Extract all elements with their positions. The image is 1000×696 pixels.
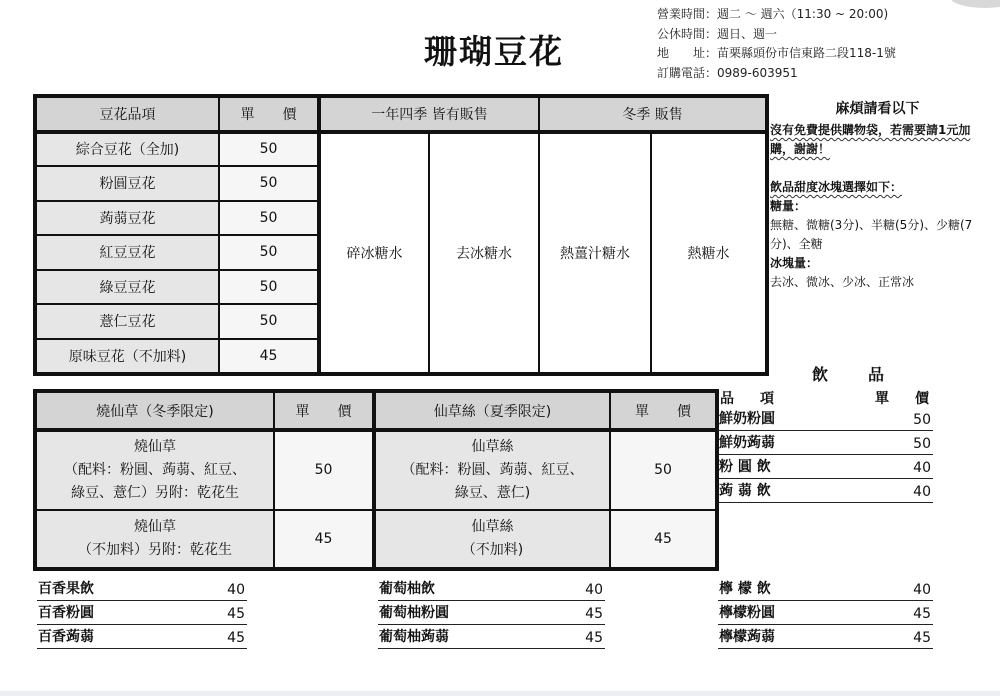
closed-days: [657, 25, 896, 45]
passion-fruit-drinks-list: [37, 577, 247, 649]
header-price: 單 價: [219, 97, 319, 132]
tofu-pudding-table: [35, 96, 767, 374]
item-name: 粉圓豆花: [36, 166, 219, 201]
drink-name: 百香粉圓: [38, 605, 94, 621]
item-desc: 綠豆、薏仁): [454, 485, 531, 501]
drink-price: 40: [913, 582, 931, 598]
notice-panel: [770, 100, 985, 292]
list-item: [718, 625, 933, 649]
info-value: 0989-603951: [717, 65, 798, 80]
item-price: 50: [219, 132, 319, 167]
syrup-crushed-ice: 碎冰糖水: [319, 132, 429, 374]
drink-price: 40: [227, 582, 245, 598]
drink-name: 鮮奶粉圓: [719, 411, 775, 427]
header-grass-jelly-strips: 仙草絲（夏季限定): [374, 392, 610, 430]
corner-decoration: [950, 0, 1000, 8]
list-item: [718, 601, 933, 625]
drinks-col-price: 單價: [875, 391, 955, 407]
drink-price: 45: [227, 606, 245, 622]
item-price: 50: [219, 166, 319, 201]
table-header-row: [36, 392, 716, 430]
drink-name: 百香果飲: [38, 581, 94, 597]
list-item: [718, 577, 933, 601]
drink-price: 40: [585, 582, 603, 598]
item-name: 綜合豆花（全加): [36, 132, 219, 167]
item-name: [36, 510, 274, 568]
drink-name: 葡萄柚粉圓: [379, 605, 449, 621]
notice-title: 麻煩請看以下: [835, 101, 920, 117]
item-desc: （配料：粉圓、蒟蒻、紅豆、: [401, 462, 584, 478]
drink-name: 蒟 蒻 飲: [719, 483, 771, 499]
business-hours: [657, 5, 896, 25]
shop-title: 珊瑚豆花: [424, 32, 564, 71]
info-label: 地 址：: [657, 46, 718, 60]
table-row: [36, 132, 766, 167]
item-price: 50: [219, 235, 319, 270]
phone: [657, 64, 896, 84]
info-value: 苗栗縣頭份市信東路二段118-1號: [717, 46, 896, 60]
syrup-hot: 熱糖水: [651, 132, 766, 374]
drink-price: 50: [913, 436, 931, 452]
header-price: 單 價: [610, 392, 716, 430]
item-name: 薏仁豆花: [36, 304, 219, 339]
list-item: [718, 407, 933, 431]
sweetness-title: 飲品甜度冰塊選擇如下：: [770, 180, 903, 194]
item-price: 50: [219, 201, 319, 236]
grass-jelly-table: [35, 391, 717, 569]
list-item: [378, 625, 605, 649]
sugar-label: 糖量：: [770, 199, 807, 213]
info-label: 公休時間：: [657, 26, 718, 41]
item-title: 仙草絲: [471, 439, 514, 455]
item-price: 50: [219, 304, 319, 339]
item-desc: （不加料）另附：乾花生: [78, 542, 232, 558]
item-name: 蒟蒻豆花: [36, 201, 219, 236]
milk-drinks-list: [718, 407, 933, 503]
syrup-no-ice: 去冰糖水: [429, 132, 539, 374]
drink-price: 40: [913, 460, 931, 476]
table-row: [36, 510, 716, 568]
header-winter: 冬季 販售: [539, 97, 766, 132]
drink-price: 45: [585, 606, 603, 622]
drinks-title: 飲品: [812, 365, 925, 384]
drink-name: 檸 檬 飲: [719, 581, 771, 597]
item-name: 原味豆花（不加料): [36, 339, 219, 374]
item-price: 50: [219, 270, 319, 305]
item-name: 紅豆豆花: [36, 235, 219, 270]
grapefruit-drinks-list: [378, 577, 605, 649]
item-name: [374, 510, 610, 568]
header-price: 單 價: [274, 392, 374, 430]
list-item: [718, 431, 933, 455]
drink-price: 40: [913, 484, 931, 500]
drink-name: 葡萄柚飲: [379, 581, 435, 597]
info-value: 週二 ～ 週六（11:30 ~ 20:00): [717, 7, 889, 21]
address: [657, 44, 896, 64]
drink-price: 45: [913, 630, 931, 646]
drink-name: 粉 圓 飲: [719, 459, 771, 475]
header-item: 豆花品項: [36, 97, 219, 132]
item-desc: （不加料): [461, 542, 524, 558]
drink-price: 50: [913, 412, 931, 428]
item-price: 45: [274, 510, 374, 568]
table-row: [36, 430, 716, 510]
item-name: [374, 430, 610, 510]
list-item: [718, 455, 933, 479]
syrup-hot-ginger: 熱薑汁糖水: [539, 132, 651, 374]
item-price: 45: [219, 339, 319, 374]
shop-info: [657, 5, 896, 83]
bag-note: 沒有免費提供購物袋，若需要請1元加購，謝謝！: [770, 123, 971, 156]
header-all-seasons: 一年四季 皆有販售: [319, 97, 539, 132]
item-price: 50: [610, 430, 716, 510]
item-desc: 綠豆、薏仁）另附：乾花生: [71, 485, 239, 501]
item-price: 50: [274, 430, 374, 510]
drink-name: 百香蒟蒻: [38, 629, 94, 645]
drink-name: 檸檬蒟蒻: [719, 629, 775, 645]
drink-price: 45: [227, 630, 245, 646]
drink-price: 45: [913, 606, 931, 622]
info-label: 訂購電話：: [657, 65, 718, 80]
drink-name: 檸檬粉圓: [719, 605, 775, 621]
header-hot-grass-jelly: 燒仙草（冬季限定): [36, 392, 274, 430]
item-title: 燒仙草: [134, 519, 176, 535]
item-title: 燒仙草: [134, 439, 176, 455]
sugar-options: 無糖、微糖(3分)、半糖(5分)、少糖(7分)、全糖: [770, 218, 973, 251]
drinks-col-item: 品項: [720, 391, 800, 407]
item-title: 仙草絲: [471, 519, 514, 535]
item-desc: （配料：粉圓、蒟蒻、紅豆、: [64, 462, 246, 478]
ice-options: 去冰、微冰、少冰、正常冰: [770, 275, 915, 289]
ice-label: 冰塊量：: [770, 256, 819, 270]
item-name: [36, 430, 274, 510]
list-item: [378, 601, 605, 625]
drink-name: 葡萄柚蒟蒻: [379, 629, 449, 645]
list-item: [378, 577, 605, 601]
list-item: [37, 601, 247, 625]
drink-price: 45: [585, 630, 603, 646]
table-header-row: [36, 97, 766, 132]
list-item: [37, 625, 247, 649]
drink-name: 鮮奶蒟蒻: [719, 435, 775, 451]
list-item: [37, 577, 247, 601]
bottom-strip: [0, 691, 1000, 696]
item-name: 綠豆豆花: [36, 270, 219, 305]
info-label: 營業時間：: [657, 7, 718, 21]
info-value: 週日、週一: [717, 26, 778, 41]
list-item: [718, 479, 933, 503]
lemon-drinks-list: [718, 577, 933, 649]
item-price: 45: [610, 510, 716, 568]
